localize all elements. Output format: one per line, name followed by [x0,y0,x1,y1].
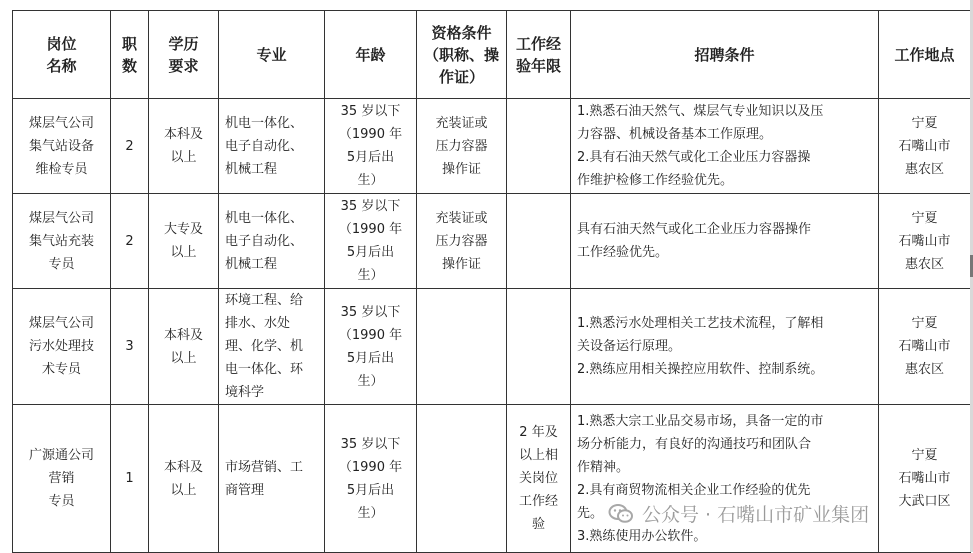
table-row [13,405,971,553]
header-experience: 工作经 验年限 [507,11,571,99]
header-major: 专业 [219,11,325,99]
cell-location: 宁夏 石嘴山市 惠农区 [879,99,971,194]
cell-experience [507,289,571,405]
header-position: 岗位 名称 [13,11,111,99]
header-conditions: 招聘条件 [571,11,879,99]
cell-age: 35 岁以下 （1990 年 5月后出 生） [325,289,417,405]
cell-major: 机电一体化、 电子自动化、 机械工程 [219,194,325,289]
cell-count: 1 [111,405,149,553]
cell-location: 宁夏 石嘴山市 惠农区 [879,289,971,405]
cell-qualification [417,405,507,553]
header-education: 学历 要求 [149,11,219,99]
cell-position: 煤层气公司 污水处理技 术专员 [13,289,111,405]
recruitment-table-container [12,10,971,553]
cell-location: 宁夏 石嘴山市 大武口区 [879,405,971,553]
cell-position: 煤层气公司 集气站充装 专员 [13,194,111,289]
cell-qualification: 充装证或 压力容器 操作证 [417,99,507,194]
header-qualification: 资格条件 （职称、操 作证） [417,11,507,99]
cell-conditions: 1.熟悉石油天然气、煤层气专业知识以及压 力容器、机械设备基本工作原理。 2.具有石油天然气或化工企业压力容器操 作维护检修工作经验优先。 [571,99,879,194]
cell-major: 机电一体化、 电子自动化、 机械工程 [219,99,325,194]
cell-education: 大专及 以上 [149,194,219,289]
cell-count: 3 [111,289,149,405]
header-age: 年龄 [325,11,417,99]
table-row [13,194,971,289]
cell-position: 煤层气公司 集气站设备 维检专员 [13,99,111,194]
header-count: 职 数 [111,11,149,99]
header-row [13,11,971,99]
wechat-icon [608,501,634,527]
watermark [608,500,869,527]
cell-conditions: 1.熟悉大宗工业品交易市场，具备一定的市 场分析能力，有良好的沟通技巧和团队合 作精神。 2.具有商贸物流相关企业工作经验的优先 先。 3.熟练使用办公软件。 [571,405,879,553]
watermark-text: 公众号 · 石嘴山市矿业集团 [642,504,870,526]
cell-position: 广源通公司 营销 专员 [13,405,111,553]
cell-education: 本科及 以上 [149,99,219,194]
recruitment-table [12,10,971,553]
cell-conditions: 1.熟悉污水处理相关工艺技术流程，了解相 关设备运行原理。 2.熟练应用相关操控应用软件、控制系统。 [571,289,879,405]
cell-location: 宁夏 石嘴山市 惠农区 [879,194,971,289]
cell-age: 35 岁以下 （1990 年 5月后出 生） [325,194,417,289]
cell-major: 市场营销、工 商管理 [219,405,325,553]
cell-age: 35 岁以下 （1990 年 5月后出 生） [325,99,417,194]
cell-major: 环境工程、给 排水、水处 理、化学、机 电一体化、环 境科学 [219,289,325,405]
cell-experience: 2 年及 以上相 关岗位 工作经 验 [507,405,571,553]
cell-experience [507,194,571,289]
cell-count: 2 [111,194,149,289]
table-row [13,289,971,405]
cell-qualification [417,289,507,405]
header-location: 工作地点 [879,11,971,99]
table-row [13,99,971,194]
cell-qualification: 充装证或 压力容器 操作证 [417,194,507,289]
cell-age: 35 岁以下 （1990 年 5月后出 生） [325,405,417,553]
cell-experience [507,99,571,194]
cell-education: 本科及 以上 [149,405,219,553]
cell-education: 本科及 以上 [149,289,219,405]
cell-count: 2 [111,99,149,194]
cell-conditions: 具有石油天然气或化工企业压力容器操作 工作经验优先。 [571,194,879,289]
